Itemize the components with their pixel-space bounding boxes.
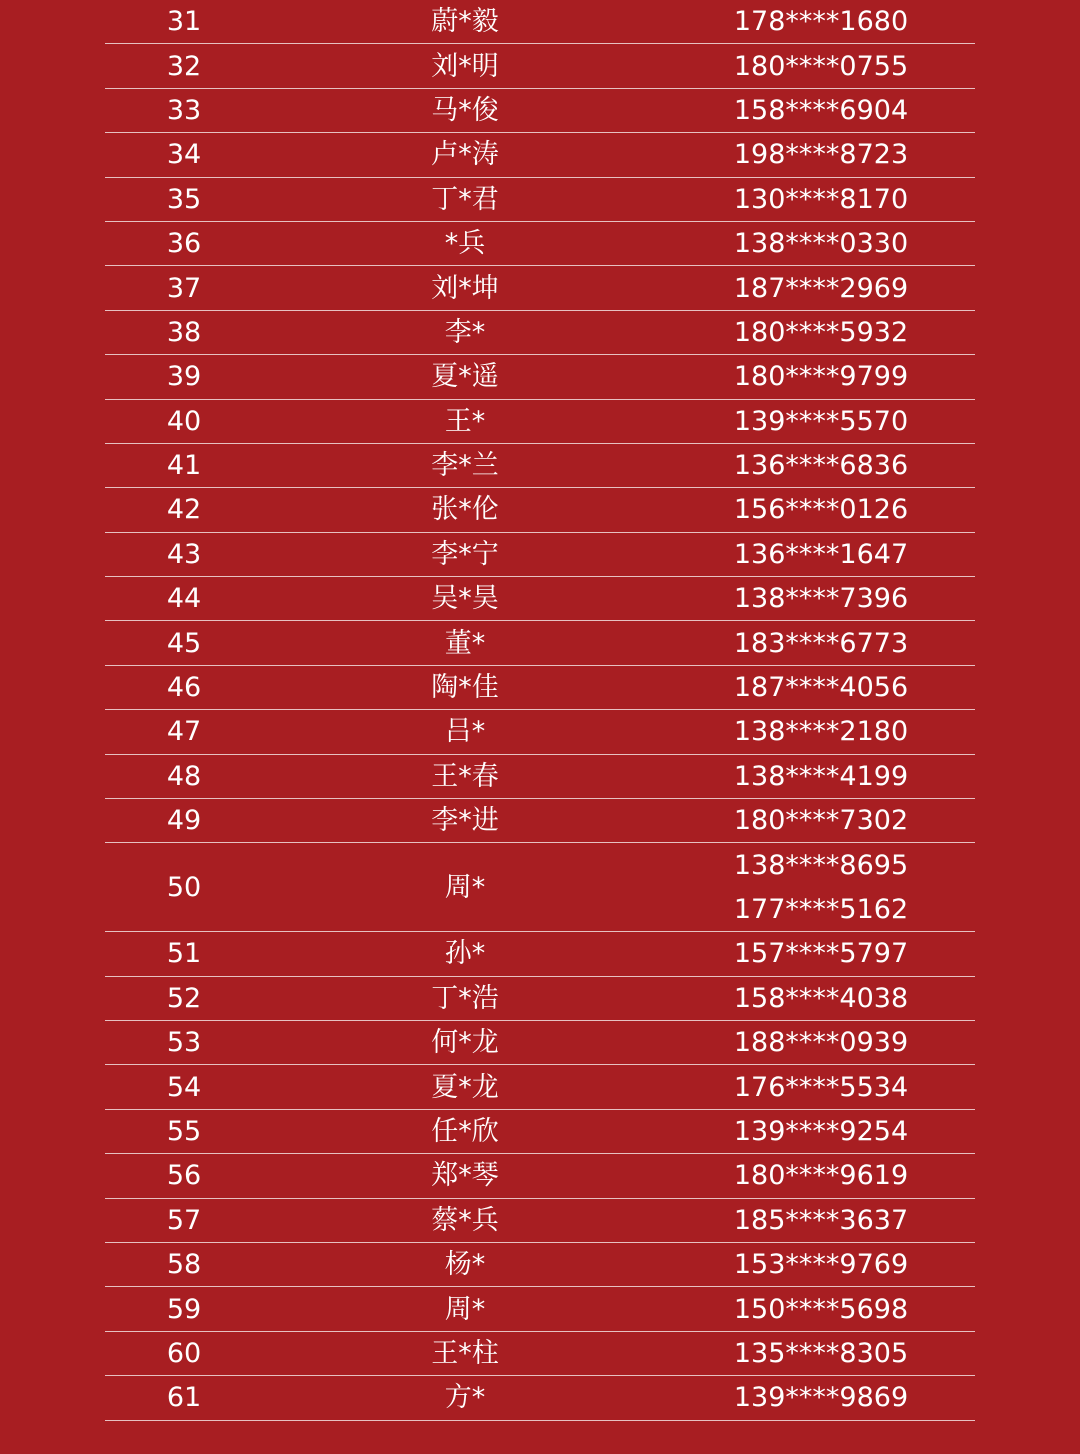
table-row (105, 355, 975, 399)
winner-name: 马*俊 (431, 94, 499, 126)
row-number: 51 (166, 938, 202, 970)
row-number: 54 (166, 1071, 202, 1103)
winner-name: 吕* (444, 716, 486, 748)
winner-phone: 139****5570 (733, 405, 909, 437)
table-row (105, 977, 975, 1021)
row-number: 53 (166, 1027, 202, 1059)
winner-phone-cell (667, 666, 975, 709)
table-row (105, 488, 975, 532)
winner-phone-cell (667, 133, 975, 176)
winner-phone-cell (667, 1376, 975, 1419)
winner-phone: 150****5698 (733, 1293, 909, 1325)
row-number: 61 (166, 1382, 202, 1414)
winner-phone-cell (667, 355, 975, 398)
winner-phone: 180****5932 (733, 316, 909, 348)
table-row (105, 577, 975, 621)
winner-phone: 177****5162 (733, 893, 909, 925)
table-row (105, 1154, 975, 1198)
winner-phone-cell (667, 444, 975, 487)
winner-phone: 198****8723 (733, 139, 909, 171)
winner-phone: 176****5534 (733, 1071, 909, 1103)
winner-name: 夏*龙 (431, 1071, 499, 1103)
winner-name: 卢*涛 (431, 139, 499, 171)
winner-phone-cell (667, 755, 975, 798)
winner-phone: 185****3637 (733, 1204, 909, 1236)
winner-phone: 156****0126 (733, 494, 909, 526)
table-row (105, 222, 975, 266)
winner-phone-cell (667, 932, 975, 975)
winner-phone: 158****6904 (733, 94, 909, 126)
winner-phone-cell (667, 1154, 975, 1197)
table-row (105, 178, 975, 222)
row-number: 46 (166, 672, 202, 704)
winner-phone: 187****4056 (733, 672, 909, 704)
winner-phone-cell (667, 1065, 975, 1108)
winner-phone: 178****1680 (733, 6, 909, 38)
winner-name: 李*兰 (431, 450, 499, 482)
winner-name: 王*柱 (431, 1337, 499, 1369)
winner-phone: 139****9869 (733, 1382, 909, 1414)
row-number: 32 (166, 50, 202, 82)
winner-phone: 180****9799 (733, 361, 909, 393)
table-row (105, 311, 975, 355)
winner-phone-cell (667, 222, 975, 265)
row-number: 35 (166, 183, 202, 215)
winner-phone-cell (667, 977, 975, 1020)
winner-name: 李*宁 (431, 538, 499, 570)
winner-name: 刘*坤 (431, 272, 499, 304)
winner-phone-cell (667, 44, 975, 87)
table-row (105, 1021, 975, 1065)
winner-phone: 136****1647 (733, 538, 909, 570)
winner-name: 王* (444, 405, 486, 437)
row-number: 41 (166, 450, 202, 482)
row-number: 55 (166, 1115, 202, 1147)
row-number: 58 (166, 1249, 202, 1281)
winner-phone: 153****9769 (733, 1249, 909, 1281)
table-row (105, 755, 975, 799)
row-number: 45 (166, 627, 202, 659)
winner-phone-cell (667, 533, 975, 576)
winner-phone-cell (667, 89, 975, 132)
winner-name: 张*伦 (431, 494, 499, 526)
table-row (105, 266, 975, 310)
row-number: 47 (166, 716, 202, 748)
winner-phone-cell (667, 621, 975, 664)
winner-name: 李*进 (431, 805, 499, 837)
winner-phone-cell (667, 799, 975, 842)
winner-phone: 138****2180 (733, 716, 909, 748)
winner-phone-cell (667, 1110, 975, 1153)
winner-name: 董* (444, 627, 486, 659)
row-number: 52 (166, 982, 202, 1014)
winner-phone: 180****0755 (733, 50, 909, 82)
table-row (105, 1243, 975, 1287)
winner-phone-cell (667, 488, 975, 531)
row-number: 59 (166, 1293, 202, 1325)
winner-name: 夏*遥 (431, 361, 499, 393)
row-number: 60 (166, 1337, 202, 1369)
winner-phone: 136****6836 (733, 450, 909, 482)
winner-phone: 187****2969 (733, 272, 909, 304)
winner-name: 杨* (444, 1249, 486, 1281)
table-row (105, 400, 975, 444)
winner-phone: 138****0330 (733, 228, 909, 260)
winner-phone-cell (667, 311, 975, 354)
table-row (105, 1332, 975, 1376)
winner-phone: 139****9254 (733, 1115, 909, 1147)
winner-phone-cell (667, 178, 975, 221)
table-row (105, 1199, 975, 1243)
table-row (105, 1110, 975, 1154)
winner-phone-cell (667, 710, 975, 753)
winner-name: 方* (444, 1382, 486, 1414)
winner-name: 吴*昊 (431, 583, 499, 615)
table-row (105, 533, 975, 577)
row-number: 57 (166, 1204, 202, 1236)
table-row (105, 710, 975, 754)
row-number: 34 (166, 139, 202, 171)
winner-phone-cell (667, 266, 975, 309)
row-number: 37 (166, 272, 202, 304)
winner-phone-cell (667, 1287, 975, 1330)
row-number: 50 (166, 871, 202, 903)
row-number: 38 (166, 316, 202, 348)
row-number: 42 (166, 494, 202, 526)
winner-name: 郑*琴 (431, 1160, 499, 1192)
winner-phone-cell (667, 1243, 975, 1286)
table-row (105, 843, 975, 932)
winner-phone: 188****0939 (733, 1027, 909, 1059)
table-row (105, 621, 975, 665)
winner-name: 何*龙 (431, 1027, 499, 1059)
winner-name: 刘*明 (431, 50, 499, 82)
row-number: 40 (166, 405, 202, 437)
table-row (105, 44, 975, 88)
table-row (105, 1376, 975, 1420)
row-number: 49 (166, 805, 202, 837)
winner-name: 周* (444, 871, 486, 903)
winner-name: 丁*君 (431, 183, 499, 215)
winner-phone-cell (667, 0, 975, 43)
table-row (105, 932, 975, 976)
winner-phone: 157****5797 (733, 938, 909, 970)
winner-name: 任*欣 (431, 1115, 499, 1147)
winner-phone-cell (667, 400, 975, 443)
table-row (105, 799, 975, 843)
winner-phone: 135****8305 (733, 1337, 909, 1369)
row-number: 36 (166, 228, 202, 260)
winner-phone: 183****6773 (733, 627, 909, 659)
table-row (105, 666, 975, 710)
row-number: 31 (166, 6, 202, 38)
winner-name: 蔡*兵 (431, 1204, 499, 1236)
winner-name: 王*春 (431, 760, 499, 792)
winner-phone: 158****4038 (733, 982, 909, 1014)
row-number: 43 (166, 538, 202, 570)
winner-name: 陶*佳 (431, 672, 499, 704)
winner-name: 孙* (444, 938, 486, 970)
row-number: 39 (166, 361, 202, 393)
winner-phone: 180****9619 (733, 1160, 909, 1192)
row-number: 44 (166, 583, 202, 615)
table-row (105, 1065, 975, 1109)
table-row (105, 89, 975, 133)
row-number: 56 (166, 1160, 202, 1192)
winner-name: 李* (444, 316, 486, 348)
winner-phone-cell (667, 1021, 975, 1064)
winner-phone: 138****4199 (733, 760, 909, 792)
winner-phone: 180****7302 (733, 805, 909, 837)
winner-phone: 138****8695 (733, 849, 909, 881)
winner-phone: 130****8170 (733, 183, 909, 215)
row-number: 48 (166, 760, 202, 792)
winner-name: 蔚*毅 (431, 6, 499, 38)
winner-phone-cell (667, 1332, 975, 1375)
winner-name: *兵 (444, 228, 486, 260)
table-row (105, 0, 975, 44)
winner-phone-cell (667, 843, 975, 931)
winner-name: 周* (444, 1293, 486, 1325)
row-number: 33 (166, 94, 202, 126)
winner-phone: 138****7396 (733, 583, 909, 615)
table-row (105, 133, 975, 177)
winner-name: 丁*浩 (431, 982, 499, 1014)
winner-phone-cell (667, 1199, 975, 1242)
table-row (105, 444, 975, 488)
winner-phone-cell (667, 577, 975, 620)
winner-list-table (105, 0, 975, 1421)
table-row (105, 1287, 975, 1331)
